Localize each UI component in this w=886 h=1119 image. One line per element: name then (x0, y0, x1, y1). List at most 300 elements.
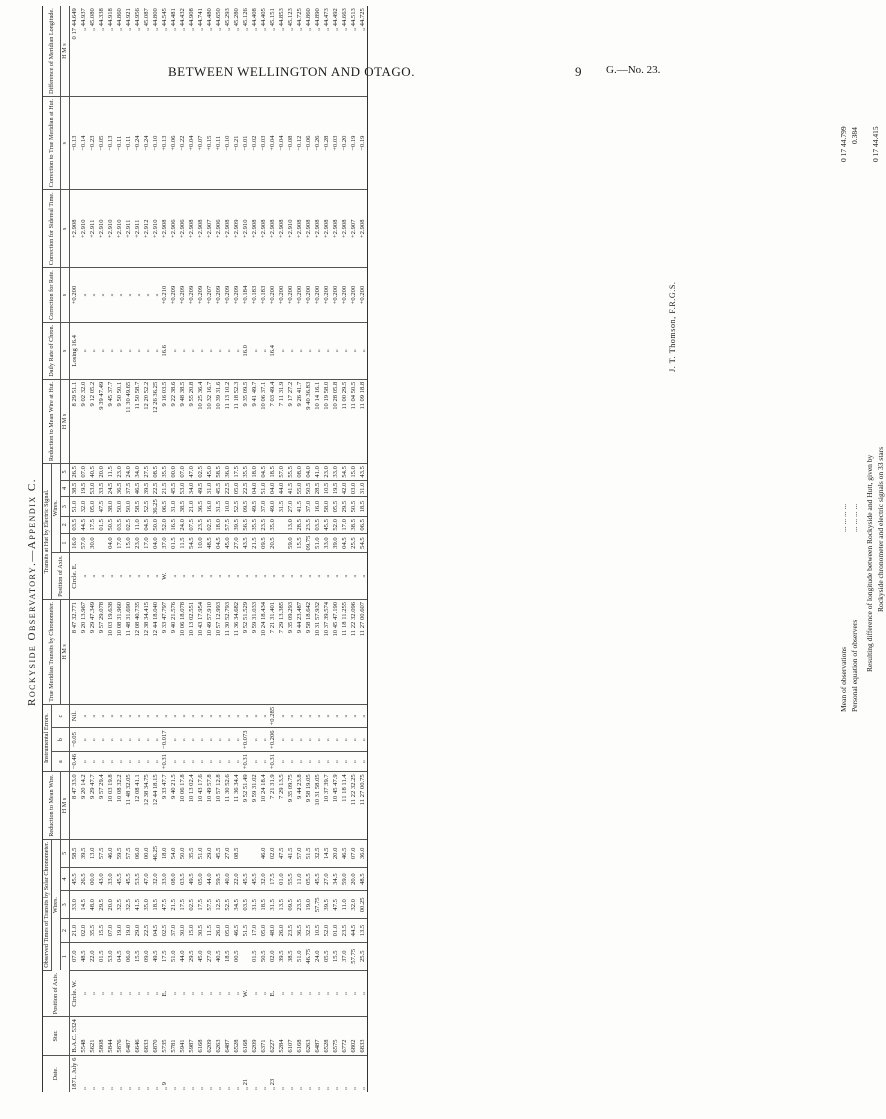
cell-wire-2: 05.0 (259, 919, 268, 942)
cell-hut-wire-4: 31.0 (205, 480, 214, 497)
cell-difference: „ 45.280 (232, 6, 241, 96)
cell-wire-1: 46.75 (304, 942, 313, 970)
cell-hut-wire-5: 45.0 (205, 464, 214, 481)
cell-true-meridian: 10 49 57.910 (205, 599, 214, 704)
cell-hut-wire-2: 13.0 (286, 517, 295, 534)
cell-c: „ (169, 704, 178, 728)
cell-hut-wire-2: 18.0 (214, 517, 223, 534)
cell-hut-wire-1: 15.5 (295, 533, 304, 553)
cell-position: „ (322, 970, 331, 1016)
cell-hut-position: „ (250, 553, 259, 599)
cell-b: −0.05 (70, 728, 80, 752)
cell-reduction: 9 52 51.49 (241, 772, 250, 840)
cell-a: „ (304, 752, 313, 772)
table-row (160, 6, 169, 1092)
cell-reduction: 7 29 13.5 (277, 772, 286, 840)
cell-hut-wire-2: 44.5 (79, 517, 88, 534)
cell-daily-rate: „ (142, 322, 151, 379)
unit-h: H (61, 54, 68, 59)
cell-c: „ (106, 704, 115, 728)
cell-date: „ (197, 1087, 204, 1090)
col-hut-position: Position of Axis. (52, 553, 70, 599)
cell-wire-1: 27.0 (205, 942, 214, 970)
col-h5: 5 (61, 464, 70, 481)
col-instrumental: Instrumental Errors. (43, 704, 52, 771)
cell-wire-1: 50.5 (259, 942, 268, 970)
cell-hut-wire-1: 21.5 (250, 533, 259, 553)
cell-c: „ (115, 704, 124, 728)
cell-wire-5: 18.0 (160, 839, 169, 867)
cell-date: „ 21 (242, 1078, 249, 1090)
cell-hut-wire-2: 24.0 (178, 517, 187, 534)
cell-difference: „ 44.405 (259, 6, 268, 96)
cell-corr-sidereal: +2.910 (106, 190, 115, 268)
cell-wire-5 (241, 839, 250, 867)
cell-wire-3: 32.0 (349, 891, 358, 919)
cell-c: „ (160, 704, 169, 728)
cell-wire-1: 07.0 (70, 942, 80, 970)
cell-wire-1: 06.0 (124, 942, 133, 970)
cell-hut-wire-4: 42.0 (340, 480, 349, 497)
cell-b: „ (277, 728, 286, 752)
resulting-label-2: Rockyside chronometer and electric signals on 33 stars (876, 446, 885, 612)
cell-date: „ (188, 1087, 195, 1090)
cell-hut-wire-1: 54.5 (358, 533, 368, 553)
cell-b: −0.017 (160, 728, 169, 752)
cell-corr-rate: „ (124, 268, 133, 323)
cell-position: „ (97, 970, 106, 1016)
cell-reduction-hut: 9 16 03.5 (160, 379, 169, 463)
cell-hut-position: „ (241, 553, 250, 599)
col-hut-wires-label: Wires. (52, 464, 61, 553)
cell-wire-5: 47.5 (277, 839, 286, 867)
cell-hut-wire-5: 07.0 (79, 464, 88, 481)
cell-hut-wire-2: 52.0 (331, 517, 340, 534)
table-row (142, 6, 151, 1092)
cell-wire-4: 03.5 (178, 867, 187, 890)
cell-position: „ (349, 970, 358, 1016)
cell-corr-sidereal: +2.908 (250, 190, 259, 268)
col-reduction-hut-units (61, 379, 70, 463)
cell-true-meridian: 9 57 29.078 (97, 599, 106, 704)
unit-m: M (61, 648, 68, 654)
cell-hut-wire-1: 09.5 (259, 533, 268, 553)
cell-hut-wire-2: 50.5 (106, 517, 115, 534)
cell-true-meridian: 10 43 17.954 (196, 599, 205, 704)
cell-reduction: 9 44 23.8 (295, 772, 304, 840)
cell-position: „ (286, 970, 295, 1016)
cell-corr-sidereal: +2.907 (205, 190, 214, 268)
cell-star: 6870 (151, 1017, 160, 1055)
cell-date: „ (89, 1087, 96, 1090)
cell-daily-rate: „ (295, 322, 304, 379)
cell-hut-wire-4: 53.0 (88, 480, 97, 497)
cell-hut-wire-1: 04.0 (151, 533, 160, 553)
cell-corr-sidereal: +2.910 (115, 190, 124, 268)
cell-position: „ (142, 970, 151, 1016)
cell-hut-wire-2: 39.5 (232, 517, 241, 534)
cell-wire-4: 49.5 (187, 867, 196, 890)
cell-star: 5987 (187, 1017, 196, 1055)
cell-wire-2: 29.0 (133, 919, 142, 942)
cell-hut-wire-1: 27.0 (232, 533, 241, 553)
cell-wire-3: 29.5 (97, 891, 106, 919)
cell-a: +0.31 (160, 752, 169, 772)
col-corr-rate: Correction for Rate. (43, 268, 61, 323)
cell-date: „ (134, 1087, 141, 1090)
cell-position: „ (151, 970, 160, 1016)
table-row (313, 6, 322, 1092)
cell-difference: „ 44.956 (133, 6, 142, 96)
cell-reduction-hut: 9 48 38.5 (178, 379, 187, 463)
cell-hut-wire-1: 16.0 (70, 533, 80, 553)
cell-wire-2: 36.5 (295, 919, 304, 942)
cell-corr-rate: +0.200 (358, 268, 368, 323)
cell-hut-wire-5: 57.0 (277, 464, 286, 481)
cell-hut-position: „ (277, 553, 286, 599)
cell-wire-3: 11.0 (340, 891, 349, 919)
cell-reduction-hut: 11 13 10.2 (223, 379, 232, 463)
cell-wire-1: 15.5 (133, 942, 142, 970)
cell-hut-wire-4: 33.5 (97, 480, 106, 497)
cell-date: „ (179, 1087, 186, 1090)
table-row (295, 6, 304, 1092)
cell-c: „ (259, 704, 268, 728)
cell-hut-wire-1: 15.0 (124, 533, 133, 553)
cell-corr-rate: +0.200 (277, 268, 286, 323)
cell-date: „ (116, 1087, 123, 1090)
cell-corr-sidereal: +2.909 (232, 190, 241, 268)
cell-hut-wire-4: 21.5 (160, 480, 169, 497)
cell-b: „ (106, 728, 115, 752)
cell-hut-wire-5: 07.0 (178, 464, 187, 481)
cell-wire-2: 22.5 (142, 919, 151, 942)
cell-hut-wire-3: 50.0 (124, 497, 133, 517)
cell-reduction-hut: 12 20 52.2 (142, 379, 151, 463)
table-row (232, 6, 241, 1092)
cell-reduction: 10 45 47.9 (331, 772, 340, 840)
cell-hut-wire-1: 01.5 (169, 533, 178, 553)
cell-a: „ (142, 752, 151, 772)
cell-corr-rate: „ (142, 268, 151, 323)
cell-hut-wire-4: 51.0 (259, 480, 268, 497)
cell-star: 5808 (97, 1017, 106, 1055)
cell-position: „ (88, 970, 97, 1016)
col-corr-true-units: s (61, 96, 70, 189)
cell-corr-true: +0.06 (169, 96, 178, 189)
cell-reduction-hut: 7 11 31.9 (277, 379, 286, 463)
cell-date: „ (224, 1087, 231, 1090)
cell-reduction: 11 48 32.05 (124, 772, 133, 840)
cell-wire-2: 15.0 (187, 919, 196, 942)
cell-difference: „ 45.151 (268, 6, 277, 96)
cell-hut-position: „ (313, 553, 322, 599)
cell-b: „ (232, 728, 241, 752)
col-true-meridian: True Meridian Transits by Chronometer. (43, 599, 61, 704)
cell-hut-wire-5: 47.0 (187, 464, 196, 481)
cell-corr-rate: +0.209 (232, 268, 241, 323)
cell-a: +0.31 (241, 752, 250, 772)
cell-hut-wire-4: 19.5 (331, 480, 340, 497)
cell-b: „ (259, 728, 268, 752)
cell-a: „ (232, 752, 241, 772)
cell-reduction-hut: 7 03 49.4 (268, 379, 277, 463)
col-w2: 2 (61, 919, 70, 942)
cell-reduction: 7 21 31.9 (268, 772, 277, 840)
cell-wire-2: 37.0 (169, 919, 178, 942)
cell-reduction-hut: 11 30 49.65 (124, 379, 133, 463)
table-row (358, 6, 368, 1092)
cell-wire-5: 35.5 (187, 839, 196, 867)
cell-wire-2: 19.0 (115, 919, 124, 942)
table-row (259, 6, 268, 1092)
cell-hut-wire-2: 04.5 (142, 517, 151, 534)
cell-hut-wire-4: 39.5 (142, 480, 151, 497)
col-difference: Difference of Meridian Longitude. (43, 6, 61, 96)
cell-reduction-hut: 10 32 16.7 (205, 379, 214, 463)
cell-wire-5: 14.5 (322, 839, 331, 867)
cell-wire-3: 03.5 (241, 891, 250, 919)
cell-wire-1: 51.0 (169, 942, 178, 970)
cell-hut-position: „ (97, 553, 106, 599)
cell-a: „ (169, 752, 178, 772)
cell-hut-wire-1: 39.0 (331, 533, 340, 553)
cell-star: 5735 (160, 1017, 169, 1055)
cell-wire-1: 38.5 (286, 942, 295, 970)
cell-position: W. (241, 970, 250, 1016)
signature: J. T. Thomson, F.R.G.S. (668, 281, 677, 372)
cell-wire-3: 09.5 (286, 891, 295, 919)
cell-hut-wire-2: 03.5 (313, 517, 322, 534)
cell-hut-wire-3: 05.0 (88, 497, 97, 517)
cell-wire-2: 02.0 (79, 919, 88, 942)
cell-hut-wire-4: 22.5 (223, 480, 232, 497)
cell-b: +0.206 (268, 728, 277, 752)
cell-corr-true: −0.03 (259, 96, 268, 189)
cell-corr-rate: +0.200 (70, 268, 80, 323)
table-row (133, 6, 142, 1092)
cell-reduction-hut: 9 02 32.0 (79, 379, 88, 463)
cell-corr-true: +0.04 (187, 96, 196, 189)
cell-date: „ (341, 1087, 348, 1090)
cell-daily-rate: „ (214, 322, 223, 379)
cell-wire-2: 51.5 (241, 919, 250, 942)
cell-corr-rate: „ (97, 268, 106, 323)
cell-true-meridian: 11 30 52.793 (223, 599, 232, 704)
cell-wire-2: 13.5 (358, 919, 368, 942)
table-row (106, 6, 115, 1092)
cell-corr-true: −0.19 (358, 96, 368, 189)
cell-corr-rate: +0.200 (295, 268, 304, 323)
cell-corr-rate: +0.209 (187, 268, 196, 323)
cell-hut-wire-3: 50.0 (115, 497, 124, 517)
cell-star: 6487 (124, 1017, 133, 1055)
col-b: b (52, 728, 70, 752)
cell-wire-3: 00.25 (358, 891, 368, 919)
col-reduction: Reduction to Mean Wire. (43, 772, 61, 840)
unit-s: s (61, 797, 68, 801)
cell-true-meridian: 11 27 00.607 (358, 599, 368, 704)
cell-hut-wire-4: 49.5 (196, 480, 205, 497)
cell-hut-wire-5: 58.5 (214, 464, 223, 481)
cell-wire-3: 39.5 (322, 891, 331, 919)
cell-hut-wire-2: 28.5 (295, 517, 304, 534)
cell-position: „ (259, 970, 268, 1016)
cell-daily-rate: „ (358, 322, 368, 379)
cell-wire-4: 33.0 (106, 867, 115, 890)
cell-hut-wire-3: 06.5 (160, 497, 169, 517)
cell-hut-wire-2: 57.5 (223, 517, 232, 534)
personal-label: Personal equation of observers (850, 619, 859, 712)
cell-daily-rate: „ (88, 322, 97, 379)
cell-reduction: 9 29 47.7 (88, 772, 97, 840)
cell-wire-5: 46.0 (259, 839, 268, 867)
cell-corr-sidereal: +2.910 (79, 190, 88, 268)
cell-wire-3: 48.0 (88, 891, 97, 919)
cell-wire-2: 32.5 (304, 919, 313, 942)
cell-hut-wire-5: 23.0 (322, 464, 331, 481)
cell-wire-5: 07.0 (349, 839, 358, 867)
cell-wire-1 (241, 942, 250, 970)
cell-c: „ (124, 704, 133, 728)
cell-daily-rate: 16.0 (241, 322, 250, 379)
cell-wire-1: 44.0 (178, 942, 187, 970)
resulting-label-1: Resulting difference of longitude between Rockyside and Hutt, given by (865, 454, 874, 672)
cell-date: „ (323, 1087, 330, 1090)
cell-reduction-hut: 11 04 50.5 (349, 379, 358, 463)
col-h3: 3 (61, 497, 70, 517)
cell-reduction-hut: 11 09 18.8 (358, 379, 368, 463)
cell-date: 1871. July 6 (71, 1057, 78, 1090)
cell-difference: „ 44.921 (124, 6, 133, 96)
cell-hut-wire-1: 20.5 (268, 533, 277, 553)
cell-star: 6168 (196, 1017, 205, 1055)
col-reduction-hut: Reduction to Mean Wire at Hut. (43, 379, 61, 463)
cell-hut-position: „ (349, 553, 358, 599)
cell-corr-true: −0.04 (277, 96, 286, 189)
cell-corr-sidereal: +2.908 (313, 190, 322, 268)
cell-hut-wire-2: 45.5 (322, 517, 331, 534)
cell-date: „ (98, 1087, 105, 1090)
cell-hut-wire-2: 50.0 (151, 517, 160, 534)
cell-reduction-hut: 11 18 52.3 (232, 379, 241, 463)
cell-hut-wire-1: 17.0 (142, 533, 151, 553)
cell-difference: „ 45.293 (223, 6, 232, 96)
cell-corr-sidereal: +2.908 (340, 190, 349, 268)
cell-b: „ (349, 728, 358, 752)
cell-hut-wire-2: 23.5 (259, 517, 268, 534)
cell-wire-5: 45.5 (214, 839, 223, 867)
cell-corr-rate: +0.200 (322, 268, 331, 323)
cell-hut-wire-5: 41.0 (313, 464, 322, 481)
cell-reduction-hut: 9 26 41.7 (295, 379, 304, 463)
cell-wire-1: 02.0 (268, 942, 277, 970)
cell-reduction: 12 08 41.1 (133, 772, 142, 840)
cell-position: „ (169, 970, 178, 1016)
cell-c: „ (196, 704, 205, 728)
cell-daily-rate: 16.6 (160, 322, 169, 379)
cell-corr-sidereal: +2.906 (214, 190, 223, 268)
cell-hut-wire-2: 06.5 (358, 517, 368, 534)
cell-corr-sidereal: +2.910 (151, 190, 160, 268)
cell-wire-4: 53.5 (133, 867, 142, 890)
cell-hut-wire-4: 10.5 (322, 480, 331, 497)
cell-b: „ (223, 728, 232, 752)
cell-reduction: 10 03 19.8 (106, 772, 115, 840)
cell-date: „ (278, 1087, 285, 1090)
cell-reduction: 10 31 58.05 (313, 772, 322, 840)
cell-reduction: 12 38 34.75 (142, 772, 151, 840)
cell-hut-wire-3: 50.5 (349, 497, 358, 517)
cell-difference: „ 44.338 (97, 6, 106, 96)
cell-hut-wire-4: 50.5 (304, 480, 313, 497)
table-row (331, 6, 340, 1092)
cell-hut-position: „ (124, 553, 133, 599)
cell-reduction-hut: 9 41 49.7 (250, 379, 259, 463)
cell-reduction-hut: 9 35 09.5 (241, 379, 250, 463)
cell-hut-wire-3: 18.5 (358, 497, 368, 517)
cell-hut-wire-1: 23.0 (133, 533, 142, 553)
cell-a: „ (358, 752, 368, 772)
cell-hut-wire-4: 28.5 (313, 480, 322, 497)
cell-hut-wire-4: 46.5 (133, 480, 142, 497)
cell-c: „ (250, 704, 259, 728)
cell-c: Nil. (70, 704, 80, 728)
cell-hut-wire-1: 11.5 (178, 533, 187, 553)
cell-b: „ (196, 728, 205, 752)
cell-hut-wire-2: 07.5 (187, 517, 196, 534)
col-true-meridian-units (61, 599, 70, 704)
cell-wire-5 (250, 839, 259, 867)
cell-true-meridian: 8 47 32.771 (70, 599, 80, 704)
cell-reduction: 9 20 14.2 (79, 772, 88, 840)
cell-daily-rate: „ (304, 322, 313, 379)
mean-value: 0 17 44.799 (839, 126, 848, 162)
col-date: Date. (43, 1055, 70, 1092)
cell-daily-rate: „ (178, 322, 187, 379)
cell-wire-1: 17.5 (160, 942, 169, 970)
cell-a: „ (286, 752, 295, 772)
unit-s: s (61, 413, 68, 417)
cell-wire-2: 52.0 (322, 919, 331, 942)
cell-difference: „ 44.650 (214, 6, 223, 96)
cell-hut-wire-3: 21.0 (187, 497, 196, 517)
cell-hut-position: „ (214, 553, 223, 599)
cell-corr-rate: +0.207 (205, 268, 214, 323)
cell-corr-true: −0.24 (133, 96, 142, 189)
cell-hut-wire-4: 38.5 (70, 480, 80, 497)
cell-b: „ (313, 728, 322, 752)
cell-difference: „ 44.800 (151, 6, 160, 96)
cell-hut-wire-4: 37.5 (124, 480, 133, 497)
cell-wire-4: 22.0 (232, 867, 241, 890)
cell-daily-rate: „ (169, 322, 178, 379)
cell-wire-5: 57.5 (97, 839, 106, 867)
cell-date: „ (332, 1087, 339, 1090)
cell-wire-3: 18.5 (151, 891, 160, 919)
cell-reduction: 10 57 12.8 (214, 772, 223, 840)
cell-date: „ (287, 1087, 294, 1090)
cell-wire-4: 05.5 (304, 867, 313, 890)
cell-reduction-hut: 10 14 16.1 (313, 379, 322, 463)
cell-hut-position: „ (169, 553, 178, 599)
cell-star: 6487 (223, 1017, 232, 1055)
cell-wire-3: 31.5 (268, 891, 277, 919)
cell-wire-5: 02.0 (268, 839, 277, 867)
cell-true-meridian: 11 22 32.096 (349, 599, 358, 704)
cell-wire-4: 27.0 (322, 867, 331, 890)
cell-hut-wire-5: 08.0 (295, 464, 304, 481)
